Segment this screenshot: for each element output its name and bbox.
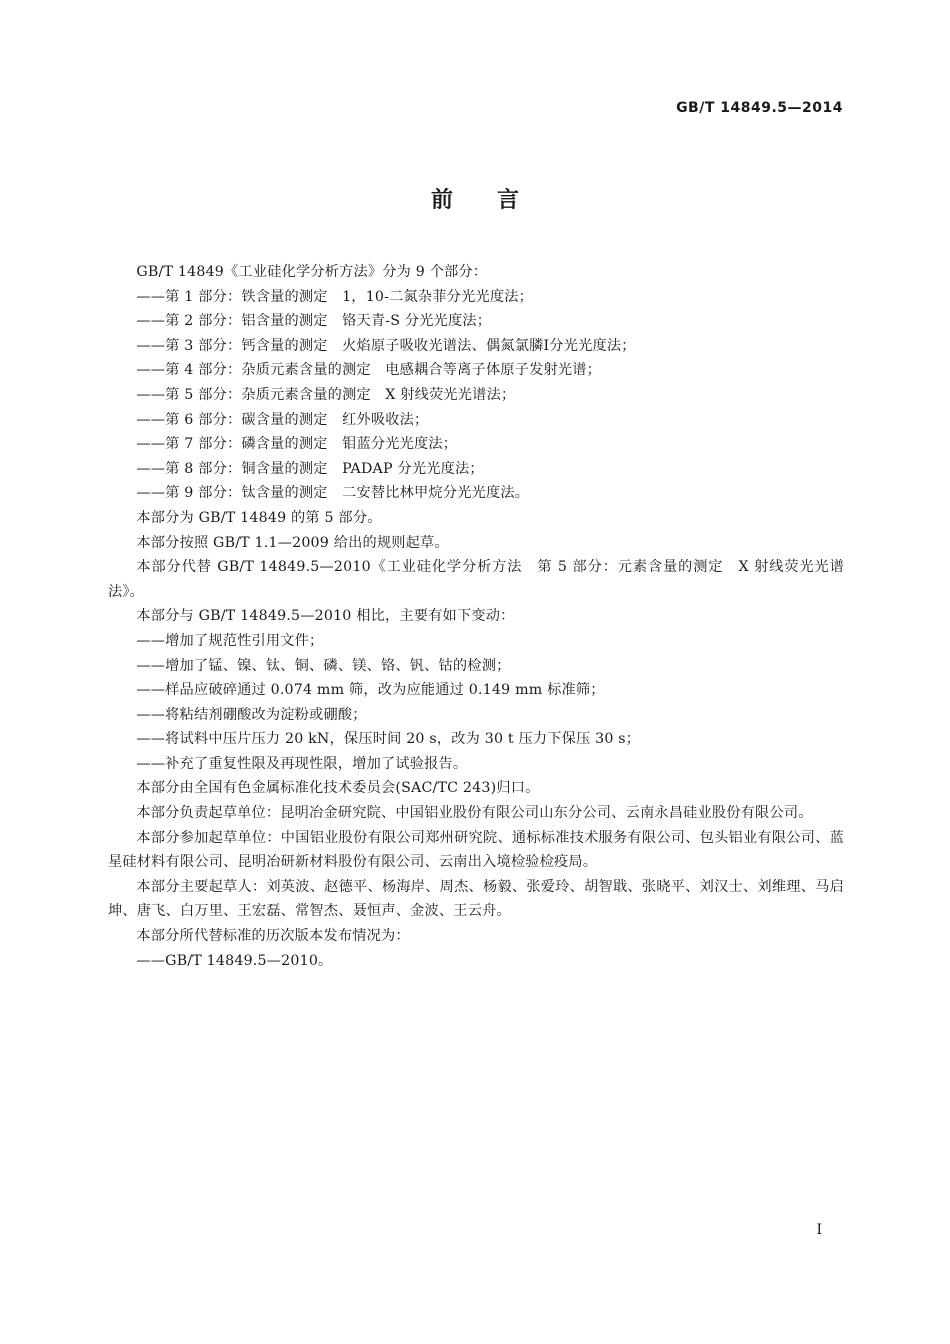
list-item: ——第 3 部分：钙含量的测定 火焰原子吸收光谱法、偶氮氯膦Ⅰ分光光度法；: [136, 337, 636, 354]
list-item: ——第 1 部分：铁含量的测定 1，10-二氮杂菲分光光度法；: [136, 288, 534, 305]
list-item: ——第 8 部分：铜含量的测定 PADAP 分光光度法；: [136, 460, 484, 477]
list-item: ——GB/T 14849.5—2010。: [136, 952, 333, 969]
paragraph: 本部分与 GB/T 14849.5—2010 相比，主要有如下变动：: [136, 608, 515, 625]
list-item: ——将粘结剂硼酸改为淀粉或硼酸；: [136, 706, 367, 723]
page-number: I: [816, 1222, 822, 1238]
paragraph: 本部分代替 GB/T 14849.5—2010《工业硅化学分析方法 第 5 部分：元素含量的测定 X 射线荧光光谱法》。: [108, 559, 844, 600]
list-item: ——第 9 部分：钛含量的测定 二安替比林甲烷分光光度法。: [136, 485, 530, 502]
list-item: ——第 7 部分：磷含量的测定 钼蓝分光光度法；: [136, 436, 458, 453]
list-item: ——第 2 部分：铝含量的测定 铬天青-S 分光光度法；: [136, 313, 492, 330]
paragraph: 本部分所代替标准的历次版本发布情况为：: [136, 928, 410, 945]
list-item: ——补充了重复性限及再现性限，增加了试验报告。: [136, 755, 468, 772]
paragraph: GB/T 14849《工业硅化学分析方法》分为 9 个部分：: [136, 264, 488, 280]
list-item: ——第 5 部分：杂质元素含量的测定 X 射线荧光光谱法；: [136, 386, 516, 403]
paragraph: 本部分由全国有色金属标准化技术委员会(SAC/TC 243)归口。: [136, 780, 540, 797]
document-body: [108, 260, 844, 973]
paragraph: 本部分为 GB/T 14849 的第 5 部分。: [136, 509, 382, 526]
list-item: ——第 6 部分：碳含量的测定 红外吸收法；: [136, 411, 429, 428]
list-item: ——增加了规范性引用文件；: [136, 632, 324, 649]
page-title: 前言: [430, 188, 563, 213]
paragraph: 本部分负责起草单位：昆明冶金研究院、中国铝业股份有限公司山东分公司、云南永昌硅业股份有限公司。: [136, 805, 813, 822]
standard-code: GB/T 14849.5—2014: [676, 100, 843, 116]
list-item: ——第 4 部分：杂质元素含量的测定 电感耦合等离子体原子发射光谱；: [136, 362, 602, 379]
paragraph: 本部分参加起草单位：中国铝业股份有限公司郑州研究院、通标标准技术服务有限公司、包头铝业有限公司、蓝星硅材料有限公司、昆明冶研新材料股份有限公司、云南出入境检验检疫局。: [108, 829, 844, 871]
list-item: ——样品应破碎通过 0.074 mm 筛，改为应能通过 0.149 mm 标准筛；: [136, 682, 605, 699]
list-item: ——增加了锰、镍、钛、铜、磷、镁、铬、钒、钴的检测；: [136, 657, 511, 674]
paragraph: 本部分主要起草人：刘英波、赵德平、杨海岸、周杰、杨毅、张爱玲、胡智戢、张晓平、刘汉士、刘维理、马启坤、唐飞、白万里、王宏磊、常智杰、聂恒声、金波、王云舟。: [108, 878, 844, 920]
paragraph: 本部分按照 GB/T 1.1—2009 给出的规则起草。: [136, 534, 449, 551]
list-item: ——将试料中压片压力 20 kN，保压时间 20 s，改为 30 t 压力下保压 30 s；: [136, 731, 641, 748]
